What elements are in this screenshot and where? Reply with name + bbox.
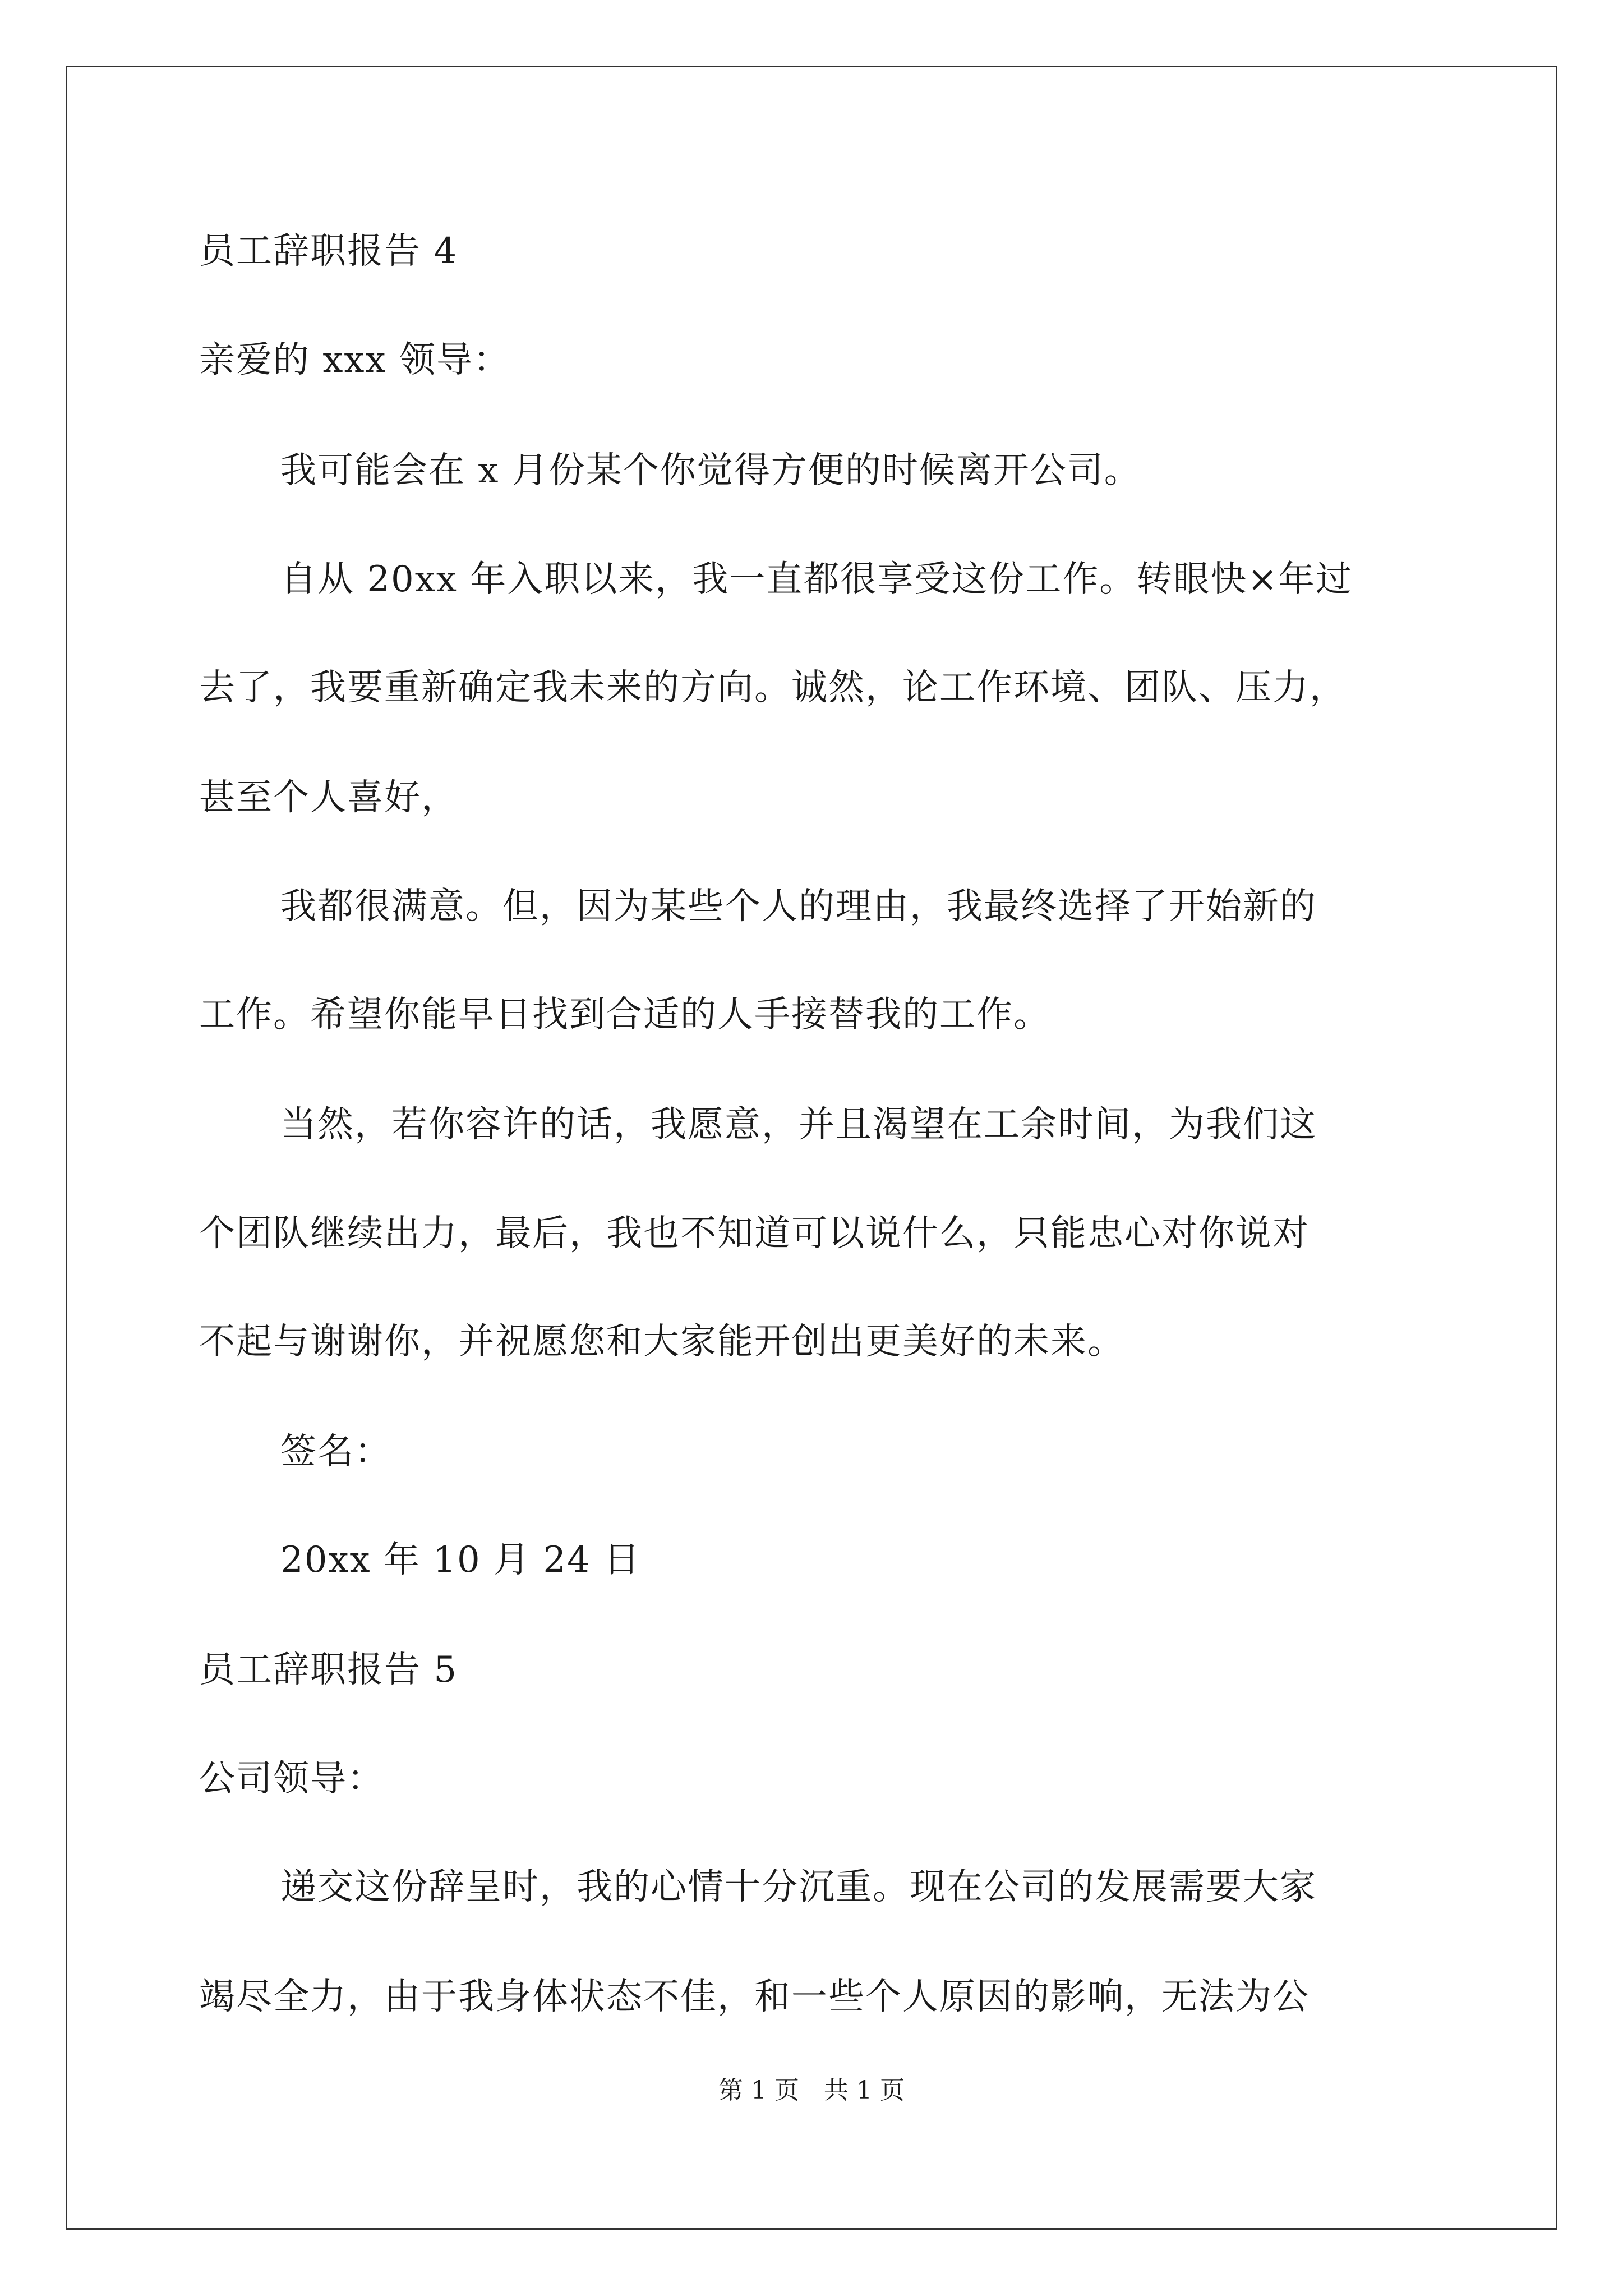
report-4-heading: 员工辞职报告 4 — [199, 231, 458, 272]
paragraph-line: 自从 20xx 年入职以来，我一直都很享受这份工作。转眼快×年过 — [280, 559, 1353, 600]
paragraph-line: 竭尽全力，由于我身体状态不佳，和一些个人原因的影响，无法为公 — [199, 1976, 1310, 2018]
paragraph-line: 个团队继续出力，最后，我也不知道可以说什么，只能忠心对你说对 — [199, 1213, 1310, 1254]
paragraph-line: 递交这份辞呈时，我的心情十分沉重。现在公司的发展需要大家 — [280, 1866, 1317, 1908]
salutation-5: 公司领导： — [199, 1758, 384, 1800]
paragraph-line: 当然，若你容许的话，我愿意，并且渴望在工余时间，为我们这 — [280, 1104, 1317, 1145]
paragraph-line: 去了，我要重新确定我未来的方向。诚然，论工作环境、团队、压力， — [199, 667, 1347, 708]
paragraph-line: 我都很满意。但，因为某些个人的理由，我最终选择了开始新的 — [280, 886, 1317, 927]
paragraph-line: 工作。希望你能早日找到合适的人手接替我的工作。 — [199, 994, 1050, 1036]
report-5-heading: 员工辞职报告 5 — [199, 1649, 458, 1691]
paragraph-line: 不起与谢谢你，并祝愿您和大家能开创出更美好的未来。 — [199, 1321, 1124, 1363]
paragraph-line: 甚至个人喜好， — [199, 777, 458, 818]
signature-label: 签名： — [280, 1431, 391, 1473]
date-line: 20xx 年 10 月 24 日 — [280, 1539, 641, 1581]
page-footer: 第 1 页 共 1 页 — [718, 2076, 905, 2105]
salutation-4: 亲爱的 xxx 领导： — [199, 339, 510, 381]
paragraph-line: 我可能会在 x 月份某个你觉得方便的时候离开公司。 — [280, 450, 1141, 491]
